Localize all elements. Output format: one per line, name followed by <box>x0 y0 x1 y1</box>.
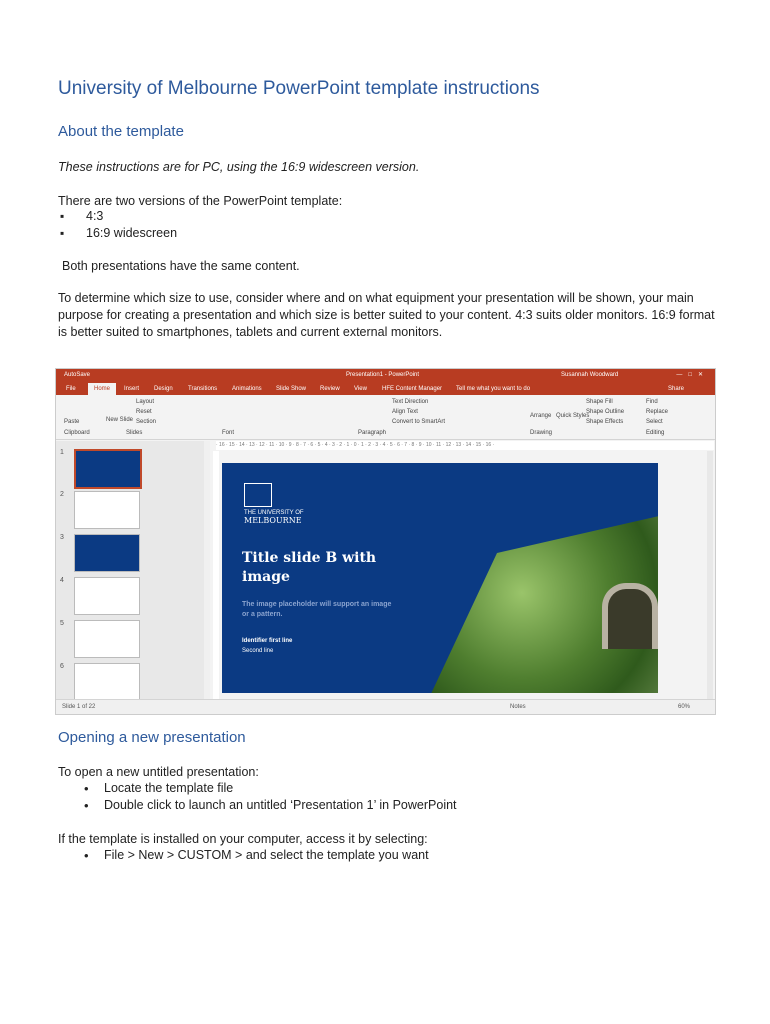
list-item: • File > New > CUSTOM > and select the template you want <box>58 847 429 864</box>
tab-file[interactable]: File <box>66 386 76 392</box>
slide-number: 6 <box>60 663 64 670</box>
tell-me-input[interactable]: Tell me what you want to do <box>456 386 531 392</box>
window-controls-icon[interactable]: —□✕ <box>676 372 709 378</box>
group-label-font: Font <box>222 430 235 436</box>
slide-thumbnail[interactable] <box>74 663 140 701</box>
identifier-first-line: Identifier first line <box>242 638 293 644</box>
replace-button[interactable]: Replace <box>646 409 669 415</box>
list-item: ▪ 4:3 <box>58 208 177 225</box>
autosave-label: AutoSave <box>64 372 91 378</box>
tab-view[interactable]: View <box>354 386 367 392</box>
new-slide-button[interactable]: New Slide <box>106 417 134 423</box>
quick-styles-button[interactable]: Quick Styles <box>556 413 590 419</box>
slide-thumbnail[interactable] <box>74 449 142 489</box>
determine-paragraph: To determine which size to use, consider where and on what equipment your presentation will be shown, your main purpose for creating a presentation and which size is better suited to your content. 4:3 suits older monitors. 16:9 format is better suited to smartphones, tablets and current external monitors. <box>58 291 715 339</box>
share-button[interactable]: Share <box>668 386 685 392</box>
shape-fill-button[interactable]: Shape Fill <box>586 399 613 405</box>
group-label-clipboard: Clipboard <box>64 430 90 436</box>
select-button[interactable]: Select <box>646 419 663 425</box>
tab-home[interactable]: Home <box>88 383 116 395</box>
vertical-ruler <box>213 451 219 699</box>
arrange-button[interactable]: Arrange <box>530 413 552 419</box>
versions-intro: There are two versions of the PowerPoint template: <box>58 194 343 208</box>
ribbon <box>56 395 715 440</box>
zoom-level[interactable]: 60% <box>678 704 691 710</box>
tab-review[interactable]: Review <box>320 386 340 392</box>
slide-identifier <box>242 636 292 656</box>
slide-thumbnail[interactable] <box>74 491 140 529</box>
slide-number: 1 <box>60 449 64 456</box>
slide-canvas[interactable] <box>222 463 658 693</box>
notes-button[interactable]: Notes <box>510 704 526 710</box>
same-content-text: Both presentations have the same content. <box>62 259 300 273</box>
tab-design[interactable]: Design <box>154 386 173 392</box>
slide-image-arch <box>602 583 658 649</box>
group-label-editing: Editing <box>646 430 665 436</box>
reset-button[interactable]: Reset <box>136 409 152 415</box>
horizontal-ruler: · 16 · 15 · 14 · 13 · 12 · 11 · 10 · 9 · 8 · 7 · 6 · 5 · 4 · 3 · 2 · 1 · 0 · 1 · 2 · 3 · 4 · 5 · 6 · 7 · 8 · 9 · 10 · 11 · 12 · 13 · 14 · 15 · 16 · <box>216 441 714 450</box>
find-button[interactable]: Find <box>646 399 658 405</box>
open-steps <box>58 780 457 814</box>
list-item: • Locate the template file <box>58 780 457 797</box>
align-text-button[interactable]: Align Text <box>392 409 418 415</box>
document-title: University of Melbourne PowerPoint template instructions <box>58 78 540 99</box>
slide-title: Title slide B with image <box>242 550 377 585</box>
logo-line-1: THE UNIVERSITY OF <box>244 510 304 516</box>
tab-slide-show[interactable]: Slide Show <box>276 386 307 392</box>
user-name: Susannah Woodward <box>561 372 619 378</box>
shape-outline-button[interactable]: Shape Outline <box>586 409 625 415</box>
slide-number: 4 <box>60 577 64 584</box>
text-direction-button[interactable]: Text Direction <box>392 399 429 405</box>
shape-effects-button[interactable]: Shape Effects <box>586 419 624 425</box>
convert-smartart-button[interactable]: Convert to SmartArt <box>392 419 446 425</box>
window-title: Presentation1 - PowerPoint <box>346 372 420 378</box>
slide-thumbnail[interactable] <box>74 577 140 615</box>
tab-animations[interactable]: Animations <box>232 386 262 392</box>
layout-button[interactable]: Layout <box>136 399 155 405</box>
tab-transitions[interactable]: Transitions <box>188 386 218 392</box>
installed-intro: If the template is installed on your computer, access it by selecting: <box>58 832 428 846</box>
group-label-drawing: Drawing <box>530 430 553 436</box>
tab-hfe-content-manager[interactable]: HFE Content Manager <box>382 386 443 392</box>
tab-insert[interactable]: Insert <box>124 386 140 392</box>
about-heading: About the template <box>58 123 184 140</box>
slide-number: 5 <box>60 620 64 627</box>
crest-icon <box>244 483 272 507</box>
slide-thumbnail[interactable] <box>74 620 140 658</box>
thumbnail-scrollbar[interactable] <box>204 441 210 699</box>
installed-steps <box>58 847 429 864</box>
ribbon-tabs <box>56 383 715 395</box>
powerpoint-screenshot <box>55 368 716 715</box>
slide-number: 2 <box>60 491 64 498</box>
slide-thumbnail[interactable] <box>74 534 140 572</box>
open-intro: To open a new untitled presentation: <box>58 765 259 779</box>
about-note: These instructions are for PC, using the 16:9 widescreen version. <box>58 160 420 174</box>
list-item: ▪ 16:9 widescreen <box>58 225 177 242</box>
versions-list <box>58 208 177 242</box>
section-button[interactable]: Section <box>136 419 157 425</box>
title-bar <box>56 369 715 383</box>
slide-thumbnail-pane[interactable] <box>56 441 204 699</box>
paste-button[interactable]: Paste <box>64 419 80 425</box>
slide-subtitle: The image placeholder will support an image or a pattern. <box>242 601 392 618</box>
opening-heading: Opening a new presentation <box>58 729 246 746</box>
status-bar <box>56 699 715 714</box>
slide-number: 3 <box>60 534 64 541</box>
slide-count: Slide 1 of 22 <box>62 704 96 710</box>
group-label-paragraph: Paragraph <box>358 430 387 436</box>
university-logo <box>244 483 304 525</box>
slide-scrollbar[interactable] <box>707 451 713 699</box>
list-item: • Double click to launch an untitled ‘Presentation 1’ in PowerPoint <box>58 797 457 814</box>
group-label-slides: Slides <box>126 430 143 436</box>
identifier-second-line: Second line <box>242 648 274 654</box>
logo-line-2: MELBOURNE <box>244 516 302 525</box>
